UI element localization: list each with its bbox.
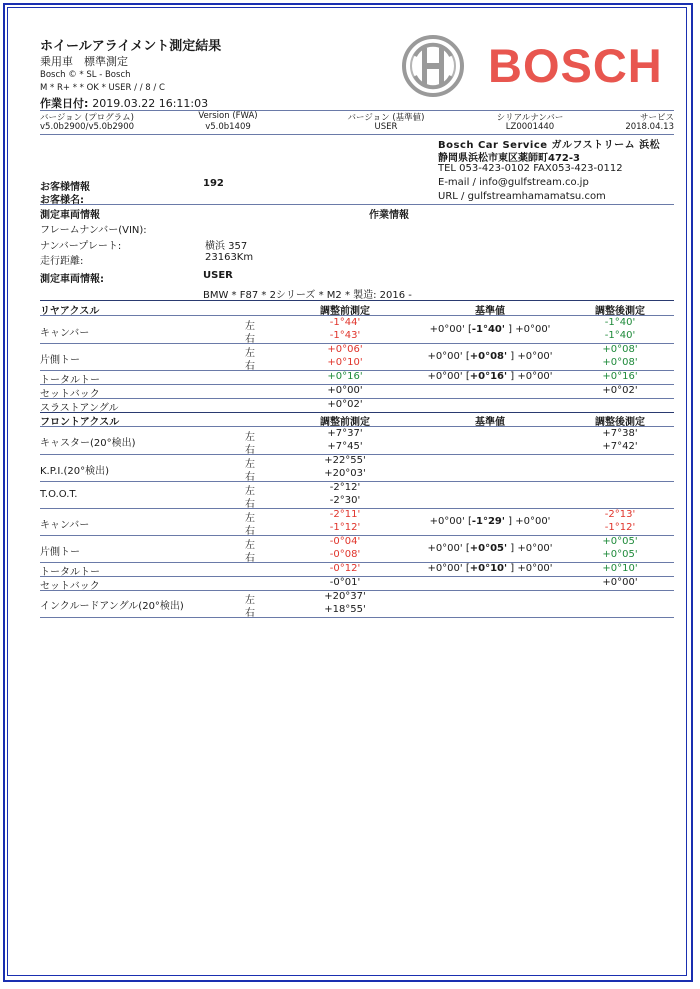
front-toe-after-right: +0°05' (602, 549, 638, 560)
side-left: 左 (245, 540, 255, 551)
report-title: ホイールアライメント測定結果 (40, 39, 222, 54)
toot-label: T.O.O.T. (40, 489, 78, 500)
col-before-header: 調整前測定 (320, 417, 370, 428)
kpi-label: K.P.I.(20°検出) (40, 466, 110, 477)
customer-name-label: お客様名: (40, 195, 84, 206)
shop-address: 静岡県浜松市東区薬師町472-3 (438, 153, 580, 164)
plate-value: 横浜 357 (205, 241, 248, 252)
rear-total-toe-after: +0°16' (602, 371, 638, 382)
side-left: 左 (245, 348, 255, 359)
front-setback-label: セットバック (40, 581, 100, 592)
customer-info-label: お客様情報 (40, 182, 90, 193)
shop-url: URL / gulfstreamhamamatsu.com (438, 191, 606, 202)
included-angle-before-left: +20°37' (324, 591, 366, 602)
version-fwa-value: v5.0b1409 (205, 122, 251, 132)
col-before-header: 調整前測定 (320, 306, 370, 317)
rear-camber-spec: +0°00' [-1°40' ] +0°00' (429, 324, 551, 335)
vehicle-info-value: USER (203, 270, 233, 281)
side-right: 右 (245, 361, 255, 372)
serial-label: シリアルナンバー (496, 113, 564, 123)
front-toe-after-left: +0°05' (602, 536, 638, 547)
work-info-label: 作業情報 (369, 210, 409, 221)
work-date-label: 作業日付: (40, 97, 89, 110)
software-line: Bosch © * SL - Bosch (40, 70, 131, 80)
col-spec-header: 基準値 (475, 306, 505, 317)
col-spec-header: 基準値 (475, 417, 505, 428)
side-left: 左 (245, 459, 255, 470)
rear-camber-before-right: -1°43' (329, 330, 361, 341)
front-setback-after: +0°00' (602, 577, 638, 588)
thrust-angle-label: スラストアングル (40, 403, 119, 414)
kpi-before-left: +22°55' (324, 455, 366, 466)
rear-toe-after-left: +0°08' (602, 344, 638, 355)
divider (40, 315, 674, 316)
plate-label: ナンバープレート: (40, 241, 122, 252)
caster-before-left: +7°37' (327, 428, 363, 439)
work-date-value: 2019.03.22 16:11:03 (92, 97, 209, 110)
version-spec-label: バージョン (基準値) (347, 113, 425, 123)
side-right: 右 (245, 334, 255, 345)
version-spec-value: USER (374, 122, 398, 132)
front-total-toe-after: +0°10' (602, 563, 638, 574)
included-angle-label: インクルードアングル(20°検出) (40, 601, 184, 612)
bosch-wordmark: BOSCH (488, 39, 663, 92)
bosch-armature-logo-icon (401, 34, 465, 98)
side-left: 左 (245, 595, 255, 606)
divider (40, 134, 674, 135)
shop-tel: TEL 053-423-0102 FAX053-423-0112 (438, 163, 623, 174)
status-line: M * R+ * * OK * USER / / 8 / C (40, 83, 165, 93)
rear-total-toe-before: +0°16' (327, 371, 363, 382)
front-axle-title: フロントアクスル (40, 417, 120, 428)
front-camber-after-right: -1°12' (604, 522, 636, 533)
front-total-toe-label: トータルトー (40, 567, 100, 578)
rear-camber-label: キャンバー (40, 328, 90, 339)
caster-after-left: +7°38' (602, 428, 638, 439)
rear-camber-after-right: -1°40' (604, 330, 636, 341)
caster-before-right: +7°45' (327, 441, 363, 452)
rear-total-toe-label: トータルトー (40, 375, 100, 386)
front-toe-label: 片側トー (40, 547, 80, 558)
kpi-before-right: +20°03' (324, 468, 366, 479)
side-right: 右 (245, 553, 255, 564)
rear-setback-before: +0°00' (327, 385, 363, 396)
version-program-label: バージョン (プログラム) (40, 113, 134, 123)
divider (40, 204, 674, 205)
rear-camber-after-left: -1°40' (604, 317, 636, 328)
vehicle-model: BMW * F87 * 2シリーズ * M2 * 製造: 2016 - (203, 290, 412, 301)
front-camber-label: キャンバー (40, 520, 90, 531)
rear-total-toe-spec: +0°00' [+0°16' ] +0°00' (427, 371, 553, 382)
col-after-header: 調整後測定 (595, 306, 645, 317)
rear-toe-after-right: +0°08' (602, 357, 638, 368)
front-camber-after-left: -2°13' (604, 509, 636, 520)
side-left: 左 (245, 432, 255, 443)
caster-label: キャスター(20°検出) (40, 438, 136, 449)
vehicle-section-label: 測定車両情報 (40, 210, 100, 221)
service-label: サービス (639, 113, 674, 123)
thrust-angle-before: +0°02' (327, 399, 363, 410)
divider (40, 617, 674, 618)
version-fwa-label: Version (FWA) (198, 111, 258, 121)
front-total-toe-spec: +0°00' [+0°10' ] +0°00' (427, 563, 553, 574)
divider (40, 300, 674, 301)
rear-toe-spec: +0°00' [+0°08' ] +0°00' (427, 351, 553, 362)
rear-setback-label: セットバック (40, 389, 100, 400)
version-program-value: v5.0b2900/v5.0b2900 (40, 122, 135, 132)
front-toe-spec: +0°00' [+0°05' ] +0°00' (427, 543, 553, 554)
toot-before-left: -2°12' (329, 482, 361, 493)
side-right: 右 (245, 526, 255, 537)
vehicle-type: 乗用車 標準測定 (40, 55, 128, 68)
shop-email: E-mail / info@gulfstream.co.jp (438, 177, 589, 188)
shop-name: Bosch Car Service ガルフストリーム 浜松 (438, 140, 661, 151)
side-right: 右 (245, 445, 255, 456)
rear-camber-before-left: -1°44' (329, 317, 361, 328)
side-right: 右 (245, 499, 255, 510)
rear-toe-before-left: +0°06' (327, 344, 363, 355)
side-right: 右 (245, 472, 255, 483)
col-after-header: 調整後測定 (595, 417, 645, 428)
side-left: 左 (245, 321, 255, 332)
caster-after-right: +7°42' (602, 441, 638, 452)
front-camber-spec: +0°00' [-1°29' ] +0°00' (429, 516, 551, 527)
rear-toe-label: 片側トー (40, 355, 80, 366)
front-camber-before-left: -2°11' (329, 509, 361, 520)
front-toe-before-left: -0°04' (329, 536, 361, 547)
vehicle-info-label: 測定車両情報: (40, 274, 104, 285)
front-total-toe-before: -0°12' (329, 563, 361, 574)
front-toe-before-right: -0°08' (329, 549, 361, 560)
work-date (40, 95, 208, 111)
divider (40, 426, 674, 427)
service-value: 2018.04.13 (625, 122, 674, 132)
rear-toe-before-right: +0°10' (327, 357, 363, 368)
included-angle-before-right: +18°55' (324, 604, 366, 615)
mileage-value: 23163Km (205, 252, 254, 263)
rear-axle-title: リヤアクスル (40, 306, 100, 317)
customer-info-value: 192 (203, 178, 224, 189)
front-setback-before: -0°01' (329, 577, 361, 588)
toot-before-right: -2°30' (329, 495, 361, 506)
front-camber-before-right: -1°12' (329, 522, 361, 533)
serial-value: LZ0001440 (505, 122, 555, 132)
side-left: 左 (245, 513, 255, 524)
side-right: 右 (245, 608, 255, 619)
mileage-label: 走行距離: (40, 256, 84, 267)
rear-setback-after: +0°02' (602, 385, 638, 396)
vin-label: フレームナンバー(VIN): (40, 225, 147, 236)
side-left: 左 (245, 486, 255, 497)
